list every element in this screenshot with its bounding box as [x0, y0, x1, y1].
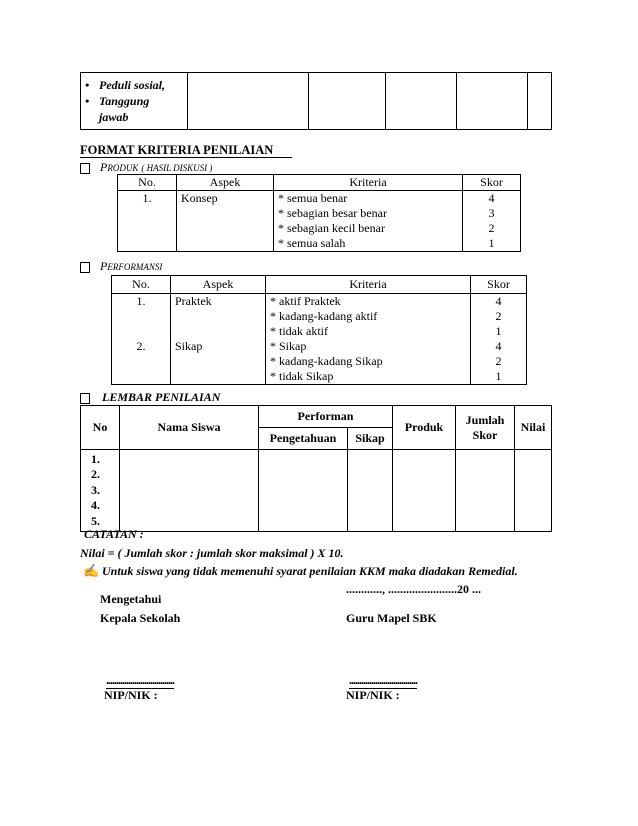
catatan-formula: Nilai = ( Jumlah skor : jumlah skor maksimal ) X 10. — [80, 546, 344, 560]
catatan-label: CATATAN : — [84, 527, 144, 541]
kepala-sekolah-title: Kepala Sekolah — [100, 611, 181, 625]
guru-mapel-title: Guru Mapel SBK — [346, 611, 437, 625]
cell-pengetahuan — [259, 450, 348, 532]
top-table-cell — [309, 73, 386, 130]
table-row — [81, 450, 552, 532]
square-bullet-icon — [80, 393, 90, 404]
jumlah-label: Jumlah — [465, 412, 505, 427]
left-signature-line: .................................. — [106, 673, 174, 687]
kriteria-line: * semua benar — [278, 191, 348, 205]
aspek-value: Praktek — [175, 294, 212, 308]
catatan-remedial: Untuk siswa yang tidak memenuhi syarat penilaian KKM maka diadakan Remedial. — [102, 564, 518, 578]
right-signature-line: .................................. — [349, 673, 417, 687]
skor-value: 2 — [488, 221, 495, 235]
performansi-marker — [80, 262, 90, 277]
right-nip-label: NIP/NIK : — [346, 688, 400, 702]
produk-table — [117, 174, 521, 252]
mengetahui-label: Mengetahui — [100, 592, 162, 606]
row-number: 4. — [91, 498, 100, 513]
cell-produk — [393, 450, 456, 532]
col-header-performan: Performan — [259, 406, 393, 428]
skor-value: 1 — [488, 236, 495, 250]
cell-kriteria — [266, 294, 471, 385]
kriteria-line: * semua salah — [278, 236, 346, 250]
cell-no: 1. — [118, 191, 177, 252]
performansi-title: PERFORMANSI — [100, 259, 163, 273]
col-header-no: No — [81, 406, 120, 450]
skor-value: 1 — [495, 324, 502, 338]
skor-value: 4 — [495, 339, 502, 353]
square-bullet-icon — [80, 262, 90, 273]
kriteria-line: * tidak aktif — [270, 324, 328, 338]
top-table — [80, 72, 552, 130]
performansi-table — [111, 275, 527, 385]
cell-kriteria — [274, 191, 463, 252]
bullet-continuation: jawab — [99, 110, 129, 124]
place-date: ............, .......................20 ... — [346, 582, 481, 596]
col-header-skor: Skor — [463, 175, 521, 191]
col-header-aspek: Aspek — [171, 276, 266, 294]
col-header-produk: Produk — [393, 406, 456, 450]
cell-sikap — [348, 450, 393, 532]
lembar-table — [80, 405, 552, 532]
col-header-kriteria: Kriteria — [266, 276, 471, 294]
kriteria-line: * kadang-kadang Sikap — [270, 354, 383, 368]
col-header-aspek: Aspek — [177, 175, 274, 191]
col-header-jumlah — [456, 406, 515, 450]
cell-skor — [471, 294, 527, 385]
cell-nilai — [515, 450, 552, 532]
skor-value: 2 — [495, 354, 502, 368]
row-number: 2. — [136, 339, 146, 353]
col-header-kriteria: Kriteria — [274, 175, 463, 191]
row-number: 3. — [91, 482, 100, 497]
kriteria-line: * tidak Sikap — [270, 369, 334, 383]
cell-no — [112, 294, 171, 385]
col-header-nilai: Nilai — [515, 406, 552, 450]
cell-aspek: Konsep — [177, 191, 274, 252]
top-table-bullet-cell — [81, 73, 188, 130]
col-header-sikap: Sikap — [348, 428, 393, 450]
skor-value: 4 — [488, 191, 495, 205]
kriteria-line: * aktif Praktek — [270, 294, 341, 308]
skor-value: 2 — [495, 309, 502, 323]
table-row — [118, 191, 521, 252]
bullet-item: • Peduli sosial, — [83, 77, 185, 93]
kriteria-line: * kadang-kadang aktif — [270, 309, 378, 323]
page-heading: FORMAT KRITERIA PENILAIAN — [80, 143, 292, 158]
produk-title: PRODUK ( HASIL DISKUSI ) — [100, 160, 213, 174]
kriteria-line: * sebagian besar benar — [278, 206, 387, 220]
skor-value: 1 — [495, 369, 502, 383]
hand-pointer-icon: ✍ — [83, 563, 100, 578]
cell-numbers — [81, 450, 120, 532]
cell-nama — [120, 450, 259, 532]
skor-value: 4 — [495, 294, 502, 308]
row-number: 1. — [91, 452, 100, 466]
row-number: 2. — [91, 467, 100, 482]
col-header-no: No. — [112, 276, 171, 294]
bullet-item: • Tanggung — [83, 93, 185, 109]
kriteria-line: * Sikap — [270, 339, 307, 353]
bullet-list — [83, 77, 185, 125]
table-row — [112, 294, 527, 385]
cell-aspek — [171, 294, 266, 385]
top-table-cell — [457, 73, 528, 130]
skor-value: 3 — [488, 206, 495, 220]
col-header-skor: Skor — [471, 276, 527, 294]
top-table-cell — [386, 73, 457, 130]
row-number: 1. — [136, 294, 146, 308]
row-number: 5. — [91, 513, 100, 528]
top-table-cell — [188, 73, 309, 130]
cell-jumlah — [456, 450, 515, 532]
produk-marker — [80, 163, 90, 178]
left-nip-label: NIP/NIK : — [104, 688, 158, 702]
square-bullet-icon — [80, 163, 90, 174]
lembar-title: LEMBAR PENILAIAN — [102, 390, 221, 404]
top-table-cell — [528, 73, 552, 130]
col-header-nama: Nama Siswa — [120, 406, 259, 450]
aspek-value: Sikap — [175, 339, 203, 353]
col-header-pengetahuan: Pengetahuan — [259, 428, 348, 450]
kriteria-line: * sebagian kecil benar — [278, 221, 385, 235]
skor-label: Skor — [472, 427, 498, 442]
cell-skor — [463, 191, 521, 252]
col-header-no: No. — [118, 175, 177, 191]
